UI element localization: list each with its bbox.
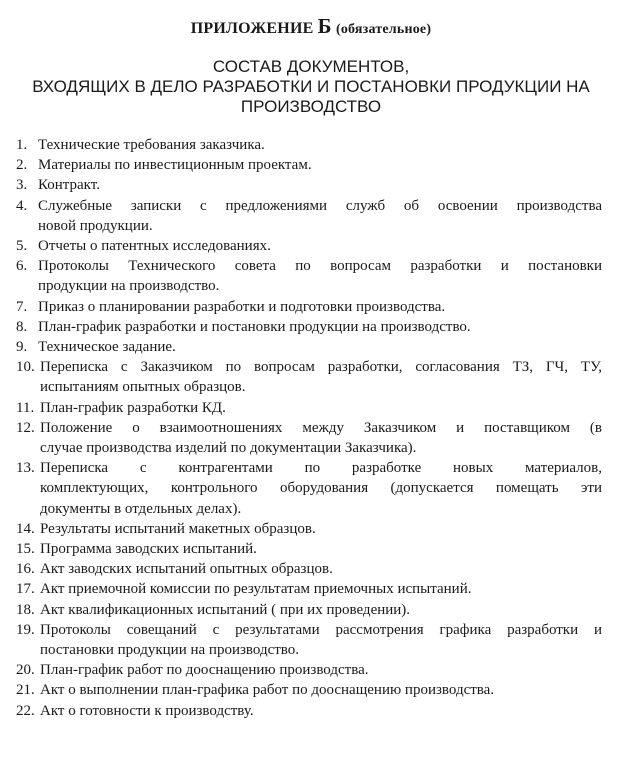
- document-heading: [0, 57, 622, 117]
- list-item-line: документы в отдельных делах).: [40, 500, 242, 517]
- list-item-line: Протоколы совещаний с результатами рассмотрения графика разработки и: [40, 621, 602, 638]
- list-item-text: [38, 256, 602, 296]
- list-item-line: Акт о выполнении план-графика работ по дооснащению производства.: [40, 682, 495, 699]
- list-item: [16, 297, 602, 317]
- list-item-line: Протоколы Технического совета по вопросам разработки и постановки: [38, 258, 602, 275]
- list-item-text: [38, 175, 602, 195]
- heading-line-1: СОСТАВ ДОКУМЕНТОВ,: [212, 57, 410, 76]
- list-item: [16, 458, 602, 519]
- list-item: [16, 196, 602, 236]
- list-item-text: [40, 398, 602, 418]
- list-item-text: [40, 701, 602, 721]
- list-item-line: испытаниям опытных образцов.: [40, 379, 246, 396]
- list-item-number: 4.: [16, 197, 28, 214]
- list-item: [16, 236, 602, 256]
- list-item-line: Программа заводских испытаний.: [40, 541, 257, 558]
- list-item-text: [38, 236, 602, 256]
- heading-line-2: ВХОДЯЩИХ В ДЕЛО РАЗРАБОТКИ И ПОСТАНОВКИ ПРОДУКЦИИ НА: [32, 77, 590, 96]
- list-item: [16, 680, 602, 700]
- list-item-text: [40, 680, 602, 700]
- list-item-line: комплектующих, контрольного оборудования (допускается помещать эти: [40, 480, 602, 497]
- list-item-line: Переписка с контрагентами по разработке новых материалов,: [40, 460, 602, 477]
- list-item-number: 9.: [16, 339, 28, 356]
- list-item-number: 18.: [16, 601, 35, 618]
- list-item-number: 13.: [16, 460, 35, 477]
- list-item-number: 11.: [16, 399, 35, 416]
- list-item-number: 1.: [16, 137, 28, 153]
- document-list: [16, 135, 602, 721]
- list-item-number: 16.: [16, 561, 35, 578]
- list-item-line: Акт квалификационных испытаний ( при их проведении).: [40, 601, 411, 618]
- list-item-text: [38, 135, 602, 155]
- list-item: [16, 519, 602, 539]
- list-item-text: [40, 579, 602, 599]
- list-item-text: [38, 155, 602, 175]
- appendix-prefix: ПРИЛОЖЕНИЕ: [190, 20, 314, 37]
- list-item-text: [38, 297, 602, 317]
- list-item-text: [40, 620, 602, 660]
- list-item-line: План-график работ по дооснащению производства.: [40, 662, 369, 679]
- list-item-line: Положение о взаимоотношениях между Заказчиком и поставщиком (в: [40, 419, 602, 436]
- heading-line-3: ПРОИЗВОДСТВО: [240, 97, 382, 116]
- list-item-text: [38, 317, 602, 337]
- list-item-line: Приказ о планировании разработки и подготовки производства.: [38, 298, 446, 315]
- list-item-text: [40, 458, 602, 519]
- list-item-text: [40, 519, 602, 539]
- list-item-number: 10.: [16, 359, 35, 376]
- list-item: [16, 660, 602, 680]
- list-item-text: [40, 418, 602, 458]
- list-item-line: Переписка с Заказчиком по вопросам разработки, согласования ТЗ, ГЧ, ТУ,: [40, 359, 602, 376]
- list-item: [16, 256, 602, 296]
- list-item-line: новой продукции.: [38, 217, 153, 234]
- list-item-line: Результаты испытаний макетных образцов.: [40, 520, 316, 537]
- list-item: [16, 175, 602, 195]
- list-item-text: [40, 559, 602, 579]
- list-item-number: 12.: [16, 419, 35, 436]
- list-item-number: 14.: [16, 520, 35, 537]
- list-item-line: Контракт.: [38, 177, 100, 194]
- list-item: [16, 337, 602, 357]
- list-item-text: [38, 337, 602, 357]
- list-item-number: 15.: [16, 541, 35, 558]
- list-item-line: План-график разработки КД.: [40, 399, 226, 416]
- appendix-letter: Б: [317, 14, 332, 38]
- list-item-line: Технические требования заказчика.: [38, 137, 265, 153]
- list-item-number: 17.: [16, 581, 35, 598]
- list-item: [16, 317, 602, 337]
- list-item: [16, 539, 602, 559]
- list-item-line: Отчеты о патентных исследованиях.: [38, 238, 271, 255]
- list-item-number: 19.: [16, 621, 35, 638]
- list-item-line: случае производства изделий по документации Заказчика).: [40, 440, 417, 457]
- list-item-number: 21.: [16, 682, 35, 699]
- list-item: [16, 559, 602, 579]
- list-item: [16, 357, 602, 397]
- list-item-line: План-график разработки и постановки продукции на производство.: [38, 318, 471, 335]
- list-item-number: 20.: [16, 662, 35, 679]
- list-item: [16, 135, 602, 155]
- list-item-line: Акт заводских испытаний опытных образцов.: [40, 561, 333, 578]
- list-item-text: [40, 660, 602, 680]
- list-item-text: [38, 196, 602, 236]
- list-item: [16, 579, 602, 599]
- list-item-line: Техническое задание.: [38, 339, 176, 356]
- list-item-line: Акт приемочной комиссии по результатам приемочных испытаний.: [40, 581, 472, 598]
- list-item-line: Служебные записки с предложениями служб об освоении производства: [38, 197, 602, 214]
- list-item-number: 7.: [16, 298, 28, 315]
- list-item-line: Материалы по инвестиционным проектам.: [38, 157, 312, 174]
- list-item-text: [40, 600, 602, 620]
- list-item-text: [40, 357, 602, 397]
- list-item-number: 2.: [16, 157, 28, 174]
- list-item-number: 3.: [16, 177, 28, 194]
- list-item: [16, 418, 602, 458]
- list-item-line: постановки продукции на производство.: [40, 642, 300, 659]
- list-item-number: 22.: [16, 702, 35, 719]
- appendix-note: (обязательное): [335, 22, 432, 37]
- list-item-line: продукции на производство.: [38, 278, 220, 295]
- list-item-text: [40, 539, 602, 559]
- list-item-number: 8.: [16, 318, 28, 335]
- list-item: [16, 155, 602, 175]
- list-item: [16, 701, 602, 721]
- list-item-number: 5.: [16, 238, 28, 255]
- list-item: [16, 398, 602, 418]
- list-item: [16, 620, 602, 660]
- list-item-line: Акт о готовности к производству.: [40, 702, 254, 719]
- list-item-number: 6.: [16, 258, 28, 275]
- appendix-title: [0, 14, 622, 39]
- list-item: [16, 600, 602, 620]
